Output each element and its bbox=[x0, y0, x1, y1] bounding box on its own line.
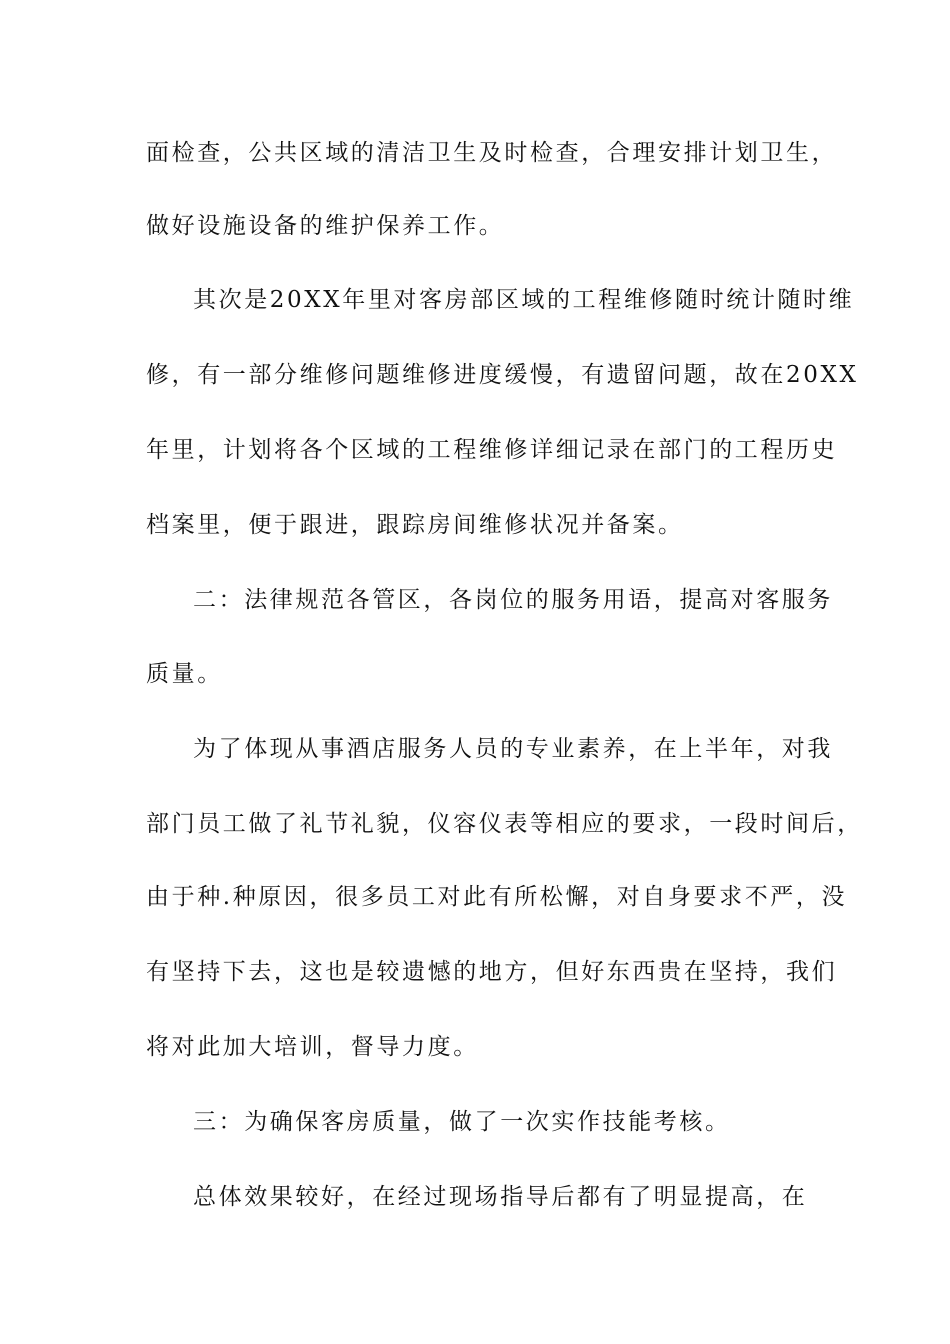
text-line: 修，有一部分维修问题维修进度缓慢，有遗留问题，故在20XX bbox=[146, 362, 859, 388]
text-line: 档案里，便于跟进，跟踪房间维修状况并备案。 bbox=[146, 512, 684, 538]
text-line: 由于种.种原因，很多员工对此有所松懈，对自身要求不严，没 bbox=[146, 884, 848, 910]
text-line: 年里，计划将各个区域的工程维修详细记录在部门的工程历史 bbox=[146, 437, 838, 463]
text-line: 将对此加大培训，督导力度。 bbox=[146, 1034, 479, 1060]
text-line: 有坚持下去，这也是较遗憾的地方，但好东西贵在坚持，我们 bbox=[146, 959, 838, 985]
text-line: 质量。 bbox=[146, 661, 223, 687]
paragraph-start-line: 其次是20XX年里对客房部区域的工程维修随时统计随时维 bbox=[193, 287, 855, 313]
text-line: 做好设施设备的维护保养工作。 bbox=[146, 213, 505, 239]
text-line: 部门员工做了礼节礼貌，仪容仪表等相应的要求，一段时间后， bbox=[146, 811, 863, 837]
paragraph-start-line: 为了体现从事酒店服务人员的专业素养，在上半年，对我 bbox=[193, 736, 833, 762]
text-line: 面检查，公共区域的清洁卫生及时检查，合理安排计划卫生， bbox=[146, 140, 838, 166]
section-heading-two: 二：法律规范各管区，各岗位的服务用语，提高对客服务 bbox=[193, 587, 833, 613]
section-heading-three: 三：为确保客房质量，做了一次实作技能考核。 bbox=[193, 1109, 731, 1135]
paragraph-start-line: 总体效果较好，在经过现场指导后都有了明显提高，在 bbox=[193, 1184, 808, 1210]
